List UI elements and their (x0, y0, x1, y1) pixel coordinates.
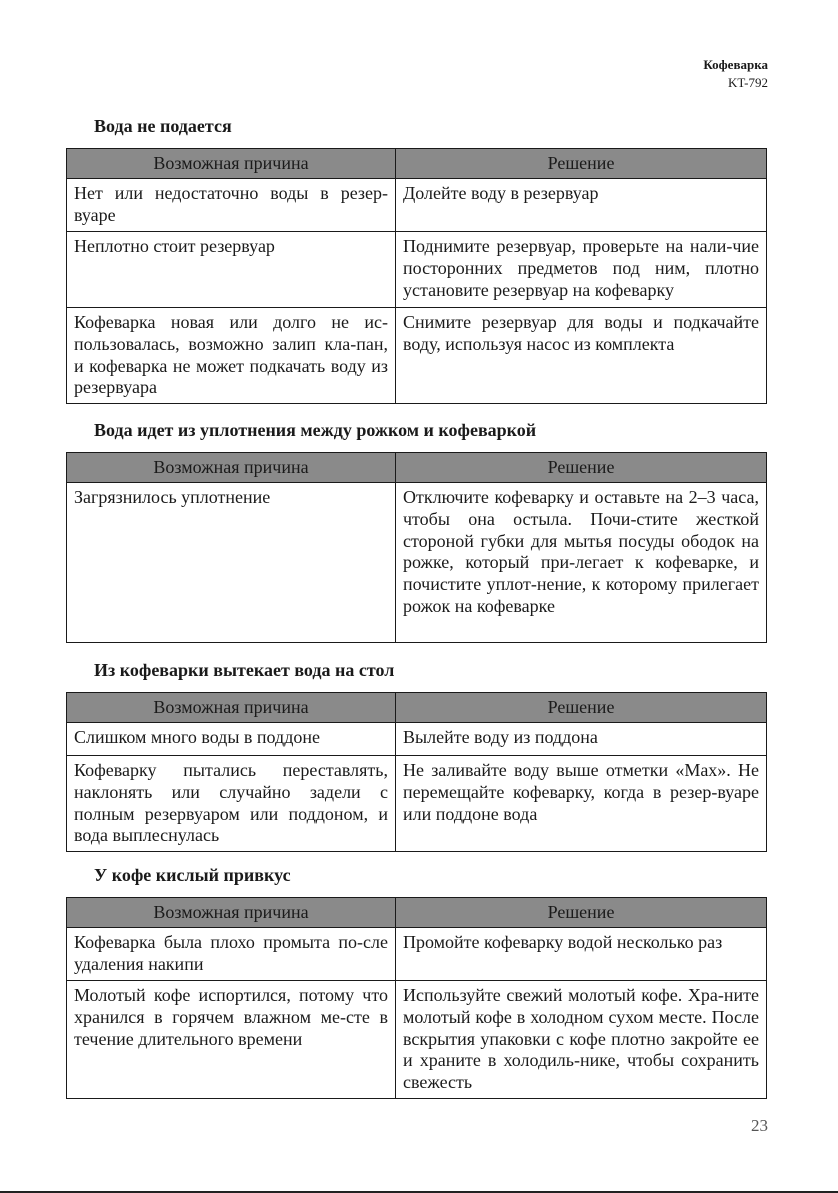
solution-cell: Промойте кофеварку водой несколько раз (396, 928, 767, 981)
table-row (67, 179, 767, 232)
cause-cell: Нет или недостаточно воды в резер-вуаре (67, 179, 396, 232)
solution-cell: Используйте свежий молотый кофе. Хра-ните молотый кофе в холодном сухом месте. После вскрытия упаковки с кофе плотно закройте ее и храните в холодиль-нике, чтобы сохранить свежесть (396, 981, 767, 1099)
troubleshooting-table (66, 452, 767, 643)
column-header-cause: Возможная причина (67, 453, 396, 483)
cause-cell: Кофеварка новая или долго не ис-пользовалась, возможно залип кла-пан, и кофеварка не может подкачать воду из резервуара (67, 308, 396, 404)
table-header-row (67, 453, 767, 483)
solution-cell: Поднимите резервуар, проверьте на нали-чие посторонних предметов под ним, плотно установите резервуар на кофеварку (396, 232, 767, 308)
column-header-solution: Решение (396, 898, 767, 928)
troubleshooting-table (66, 148, 767, 404)
solution-cell: Долейте воду в резервуар (396, 179, 767, 232)
table-row (67, 981, 767, 1099)
section-title: У кофе кислый привкус (94, 865, 291, 885)
section-title: Вода не подается (94, 116, 232, 136)
column-header-cause: Возможная причина (67, 898, 396, 928)
section-leak-from-seal (66, 418, 767, 643)
page-header (703, 56, 768, 92)
table-row (67, 723, 767, 756)
solution-cell: Снимите резервуар для воды и подкачайте воду, используя насос из комплекта (396, 308, 767, 404)
page-number: 23 (751, 1116, 768, 1135)
column-header-solution: Решение (396, 453, 767, 483)
table-row (67, 483, 767, 643)
table-row (67, 232, 767, 308)
table-header-row (67, 149, 767, 179)
solution-cell: Не заливайте воду выше отметки «Max». Не перемещайте кофеварку, когда в резер-вуаре или поддоне вода (396, 756, 767, 852)
cause-cell: Неплотно стоит резервуар (67, 232, 396, 308)
solution-cell: Вылейте воду из поддона (396, 723, 767, 756)
section-title: Из кофеварки вытекает вода на стол (94, 660, 395, 680)
table-row (67, 756, 767, 852)
table-header-row (67, 898, 767, 928)
section-title: Вода идет из уплотнения между рожком и кофеваркой (94, 420, 537, 440)
solution-cell: Отключите кофеварку и оставьте на 2–3 часа, чтобы она остыла. Почи-стите жесткой стороной губки для мытья посуды ободок на рожке, который при-легает к кофеварке, и почистите уплот-нение, к которому прилегает рожок на кофеварке (396, 483, 767, 643)
model-number: KT-792 (728, 75, 768, 90)
column-header-cause: Возможная причина (67, 149, 396, 179)
cause-cell: Слишком много воды в поддоне (67, 723, 396, 756)
column-header-solution: Решение (396, 693, 767, 723)
section-water-not-supplied (66, 114, 767, 404)
table-header-row (67, 693, 767, 723)
table-row (67, 308, 767, 404)
troubleshooting-table (66, 897, 767, 1099)
section-water-on-table (66, 658, 767, 852)
cause-cell: Молотый кофе испортился, потому что хранился в горячем влажном ме-сте в течение длительного времени (67, 981, 396, 1099)
section-sour-taste (66, 863, 767, 1099)
cause-cell: Кофеварку пытались переставлять, наклонять или случайно задели с полным резервуаром или поддоном, и вода выплеснулась (67, 756, 396, 852)
cause-cell: Загрязнилось уплотнение (67, 483, 396, 643)
troubleshooting-table (66, 692, 767, 852)
column-header-solution: Решение (396, 149, 767, 179)
column-header-cause: Возможная причина (67, 693, 396, 723)
product-name: Кофеварка (703, 57, 768, 72)
cause-cell: Кофеварка была плохо промыта по-сле удаления накипи (67, 928, 396, 981)
table-row (67, 928, 767, 981)
